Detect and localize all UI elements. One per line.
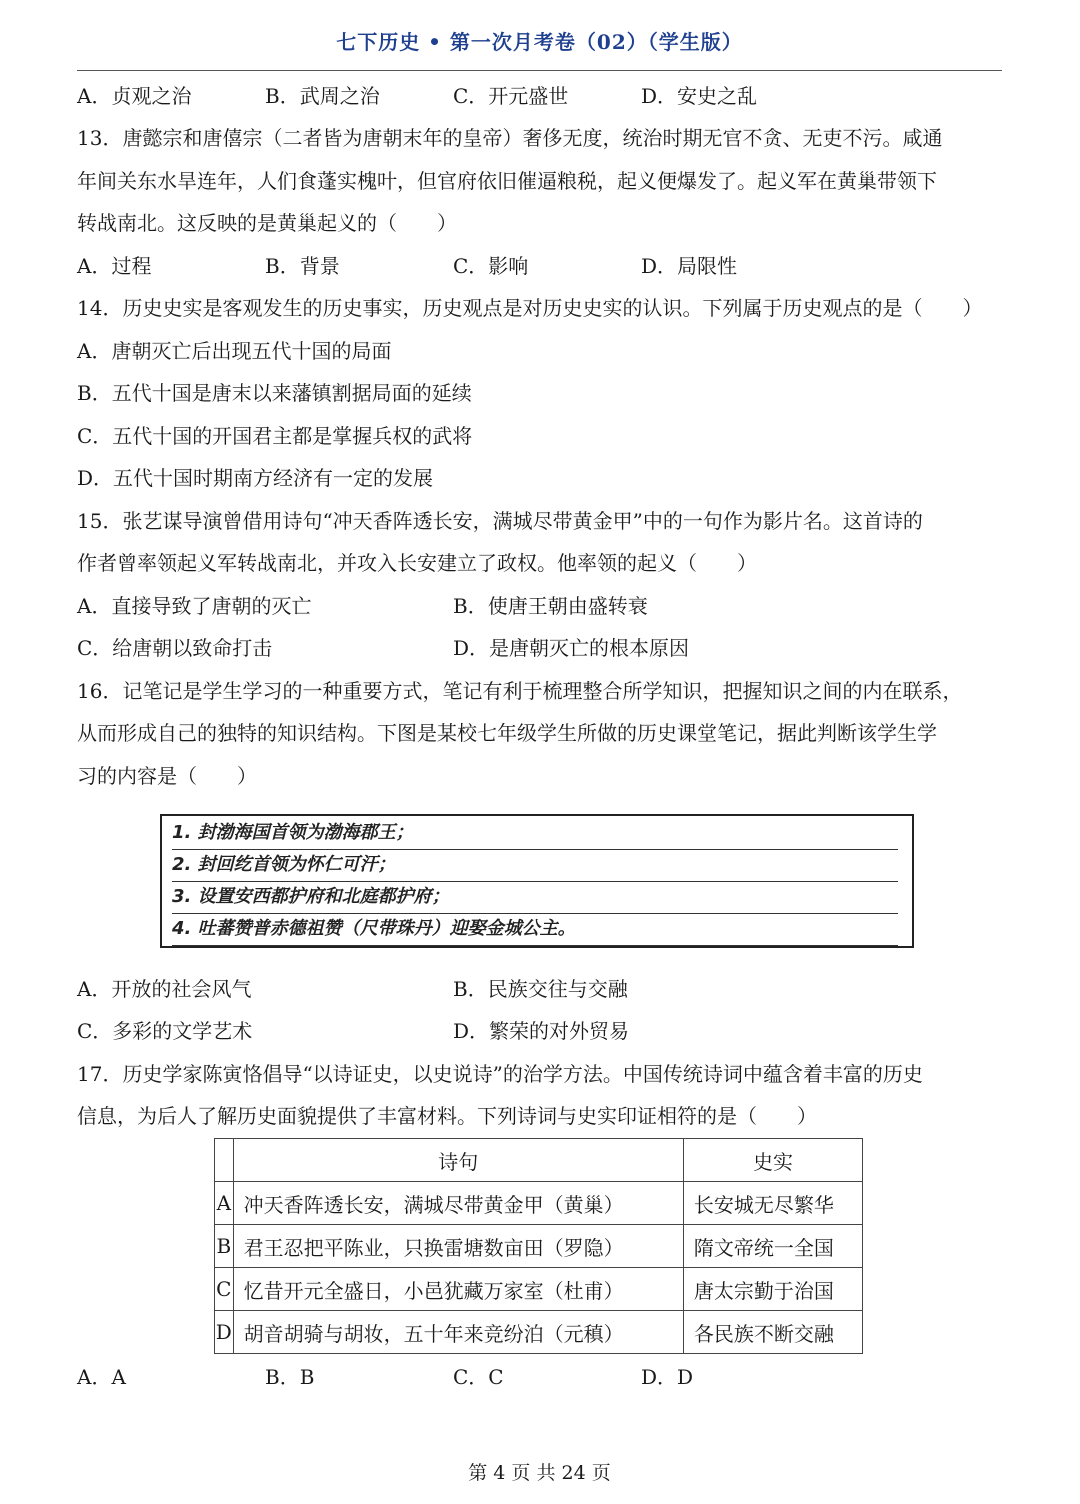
q14-stem-line-1: 14．历史史实是客观发生的历史事实，历史观点是对历史史实的认识。下列属于历史观点的是（ ） bbox=[77, 296, 983, 320]
q13-stem-line-2: 年间关东水旱连年，人们食蓬实槐叶，但官府依旧催逼粮税，起义便爆发了。起义军在黄巢带领下 bbox=[77, 169, 937, 193]
note-line-3: 3. 设置安西都护府和北庭都护府； bbox=[172, 882, 898, 914]
q12-option-b[interactable]: B．武周之治 bbox=[265, 84, 380, 108]
page-header-title: 七下历史 • 第一次月考卷（02）（学生版） bbox=[336, 30, 743, 54]
q13-option-d[interactable]: D．局限性 bbox=[641, 254, 738, 278]
table-row-fact: 唐太宗勤于治国 bbox=[683, 1268, 862, 1311]
q15-option-b[interactable]: B．使唐王朝由盛转衰 bbox=[453, 594, 648, 618]
q13-stem-line-1: 13．唐懿宗和唐僖宗（二者皆为唐朝末年的皇帝）奢侈无度，统治时期无官不贪、无吏不污。咸通 bbox=[77, 126, 943, 150]
q16-stem-line-2: 从而形成自己的独特的知识结构。下图是某校七年级学生所做的历史课堂笔记，据此判断该学生学 bbox=[77, 721, 937, 745]
poem-history-table bbox=[214, 1138, 863, 1354]
table-row bbox=[215, 1182, 863, 1225]
q17-option-b[interactable]: B．B bbox=[265, 1365, 315, 1389]
table-row bbox=[215, 1311, 863, 1354]
q17-option-c[interactable]: C．C bbox=[453, 1365, 504, 1389]
page-number: 第 4 页 共 24 页 bbox=[468, 1462, 611, 1484]
table-row-poem: 君王忍把平陈业，只换雷塘数亩田（罗隐） bbox=[233, 1225, 683, 1268]
q13-option-c[interactable]: C．影响 bbox=[453, 254, 529, 278]
q12-option-c[interactable]: C．开元盛世 bbox=[453, 84, 569, 108]
q15-stem-line-2: 作者曾率领起义军转战南北，并攻入长安建立了政权。他率领的起义（ ） bbox=[77, 551, 757, 575]
q15-options-row-2 bbox=[77, 632, 1007, 664]
table-row bbox=[215, 1268, 863, 1311]
class-notes-image bbox=[160, 814, 914, 948]
note-line-4: 4. 吐蕃赞普赤德祖赞（尺带珠丹）迎娶金城公主。 bbox=[172, 914, 898, 946]
q14-option-a[interactable]: A．唐朝灭亡后出现五代十国的局面 bbox=[77, 339, 392, 363]
q12-option-d[interactable]: D．安史之乱 bbox=[641, 84, 758, 108]
q17-options bbox=[77, 1361, 1007, 1393]
q16-options-row-2 bbox=[77, 1015, 1007, 1047]
q13-stem-line-3: 转战南北。这反映的是黄巢起义的（ ） bbox=[77, 211, 457, 235]
q15-option-c[interactable]: C．给唐朝以致命打击 bbox=[77, 636, 273, 660]
q15-option-d[interactable]: D．是唐朝灭亡的根本原因 bbox=[453, 636, 690, 660]
note-line-2: 2. 封回纥首领为怀仁可汗； bbox=[172, 850, 898, 882]
table-header-blank bbox=[215, 1139, 234, 1182]
note-line-1: 1. 封渤海国首领为渤海郡王； bbox=[172, 818, 898, 850]
table-row-letter: A bbox=[215, 1182, 234, 1225]
q16-option-b[interactable]: B．民族交往与交融 bbox=[453, 977, 628, 1001]
table-row-poem: 冲天香阵透长安，满城尽带黄金甲（黄巢） bbox=[233, 1182, 683, 1225]
q12-option-a[interactable]: A．贞观之治 bbox=[77, 84, 192, 108]
table-header-poem: 诗句 bbox=[233, 1139, 683, 1182]
table-row-letter: C bbox=[215, 1268, 234, 1311]
q17-stem-line-2: 信息，为后人了解历史面貌提供了丰富材料。下列诗词与史实印证相符的是（ ） bbox=[77, 1104, 817, 1128]
q17-stem-line-1: 17．历史学家陈寅恪倡导“以诗证史，以史说诗”的治学方法。中国传统诗词中蕴含着丰富的历史 bbox=[77, 1062, 923, 1086]
table-header-row bbox=[215, 1139, 863, 1182]
q17-option-a[interactable]: A．A bbox=[77, 1365, 126, 1389]
table-row-fact: 隋文帝统一全国 bbox=[683, 1225, 862, 1268]
q15-option-a[interactable]: A．直接导致了唐朝的灭亡 bbox=[77, 594, 312, 618]
table-row bbox=[215, 1225, 863, 1268]
table-row-letter: B bbox=[215, 1225, 234, 1268]
q15-stem-line-1: 15．张艺谋导演曾借用诗句“冲天香阵透长安，满城尽带黄金甲”中的一句作为影片名。这首诗的 bbox=[77, 509, 923, 533]
q17-option-d[interactable]: D．D bbox=[641, 1365, 694, 1389]
q14-option-d[interactable]: D．五代十国时期南方经济有一定的发展 bbox=[77, 466, 434, 490]
q12-options bbox=[77, 80, 1007, 112]
q16-option-a[interactable]: A．开放的社会风气 bbox=[77, 977, 252, 1001]
q16-option-c[interactable]: C．多彩的文学艺术 bbox=[77, 1019, 253, 1043]
q16-stem-line-1: 16．记笔记是学生学习的一种重要方式，笔记有利于梳理整合所学知识，把握知识之间的内在联系， bbox=[77, 679, 963, 703]
q15-options-row-1 bbox=[77, 590, 1007, 622]
header-divider bbox=[77, 70, 1002, 71]
q14-option-c[interactable]: C．五代十国的开国君主都是掌握兵权的武将 bbox=[77, 424, 473, 448]
q13-option-b[interactable]: B．背景 bbox=[265, 254, 340, 278]
q16-options-row-1 bbox=[77, 973, 1007, 1005]
q13-options bbox=[77, 250, 1007, 282]
q13-option-a[interactable]: A．过程 bbox=[77, 254, 152, 278]
table-row-poem: 忆昔开元全盛日，小邑犹藏万家室（杜甫） bbox=[233, 1268, 683, 1311]
table-header-fact: 史实 bbox=[683, 1139, 862, 1182]
table-row-poem: 胡音胡骑与胡妆，五十年来竞纷泊（元稹） bbox=[233, 1311, 683, 1354]
table-row-letter: D bbox=[215, 1311, 234, 1354]
q16-stem-line-3: 习的内容是（ ） bbox=[77, 764, 257, 788]
q14-option-b[interactable]: B．五代十国是唐末以来藩镇割据局面的延续 bbox=[77, 381, 472, 405]
q16-option-d[interactable]: D．繁荣的对外贸易 bbox=[453, 1019, 630, 1043]
table-row-fact: 长安城无尽繁华 bbox=[683, 1182, 862, 1225]
table-row-fact: 各民族不断交融 bbox=[683, 1311, 862, 1354]
